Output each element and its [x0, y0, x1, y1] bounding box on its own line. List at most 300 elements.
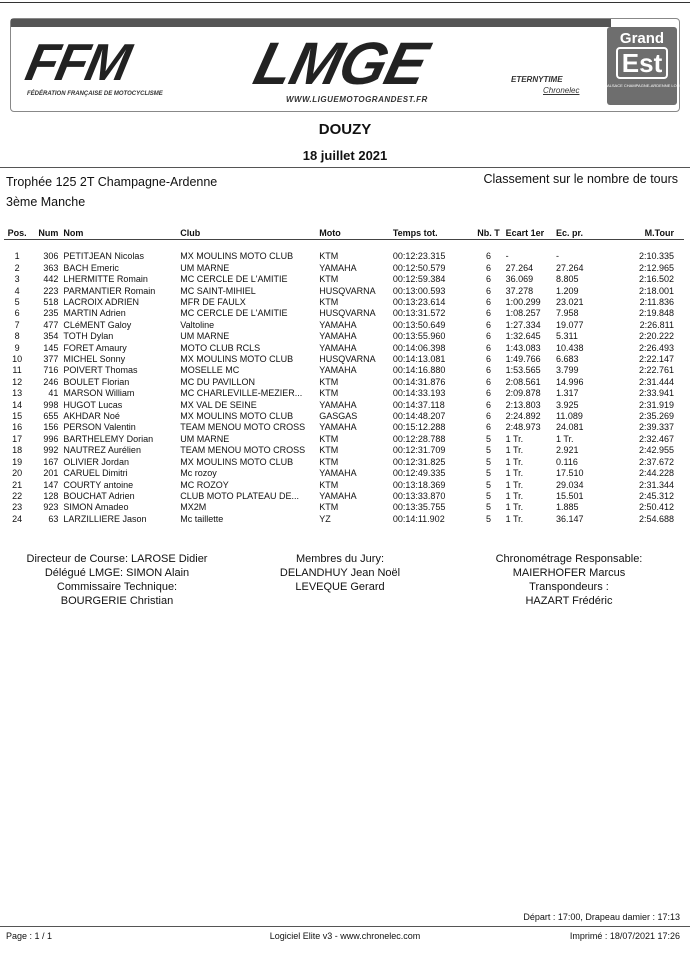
cell-num: 246: [43, 376, 59, 387]
cell-moto: YAMAHA: [319, 422, 357, 433]
table-row: [4, 365, 684, 376]
cell-moto: YAMAHA: [319, 331, 357, 342]
cell-pos: 20: [12, 468, 23, 479]
cell-nom: CARUEL Dimitri: [63, 468, 128, 479]
cell-club: MX MOULINS MOTO CLUB: [180, 411, 294, 422]
cell-ecpr: 3.799: [555, 365, 579, 376]
col-header-club: Club: [180, 226, 319, 240]
col-header-mtour: M.Tour: [611, 226, 684, 240]
cell-nom: LACROIX ADRIEN: [63, 297, 139, 308]
cell-club: MOSELLE MC: [180, 365, 240, 376]
cell-moto: YAMAHA: [319, 262, 357, 273]
cell-ecart: 2:48.973: [505, 422, 541, 433]
cell-ecpr: 3.925: [555, 399, 579, 410]
ffm-logo-text: FFM: [20, 34, 135, 92]
technical-commissioner: BOURGERIE Christian: [60, 595, 174, 607]
cell-ecart: 1:49.766: [505, 354, 541, 365]
cell-num: 992: [43, 445, 59, 456]
cell-club: Mc rozoy: [180, 468, 217, 479]
table-row: [4, 331, 684, 342]
cell-club: MOTO CLUB RCLS: [180, 342, 261, 353]
cell-nbt: 6: [485, 399, 491, 410]
cell-moto: KTM: [319, 297, 339, 308]
cell-num: 518: [43, 297, 59, 308]
cell-temps: 00:13:23.614: [392, 297, 446, 308]
grand-est-line2: Est: [616, 47, 668, 79]
top-rule: [0, 2, 690, 3]
cell-num: 996: [43, 433, 59, 444]
cell-nbt: 6: [485, 274, 491, 285]
col-header-ecart: Ecart 1er: [506, 226, 556, 240]
technical-commissioner-label: Commissaire Technique:: [56, 581, 178, 593]
cell-temps: 00:14:13.081: [392, 354, 446, 365]
cell-club: UM MARNE: [180, 331, 230, 342]
cell-ecart: 1 Tr.: [505, 502, 524, 513]
cell-temps: 00:14:33.193: [392, 388, 446, 399]
cell-ecart: 1:53.565: [505, 365, 541, 376]
cell-temps: 00:14:06.398: [392, 342, 446, 353]
cell-pos: 2: [14, 262, 20, 273]
cell-nom: MARTIN Adrien: [63, 308, 126, 319]
cell-ecpr: 36.147: [555, 513, 584, 524]
cell-nbt: 6: [485, 297, 491, 308]
cell-num: 477: [43, 319, 59, 330]
cell-ecart: 1:43.083: [505, 342, 541, 353]
cell-nbt: 6: [485, 285, 491, 296]
cell-ecpr: 19.077: [555, 319, 584, 330]
cell-nbt: 5: [485, 479, 491, 490]
cell-nbt: 6: [485, 365, 491, 376]
cell-club: MFR DE FAULX: [180, 297, 246, 308]
table-row: [4, 434, 684, 445]
cell-nbt: 6: [485, 388, 491, 399]
cell-pos: 23: [12, 502, 23, 513]
cell-ecart: 1:27.334: [505, 319, 541, 330]
cell-moto: KTM: [319, 456, 339, 467]
cell-num: 306: [43, 251, 59, 262]
cell-temps: 00:13:31.572: [392, 308, 446, 319]
cell-club: MX MOULINS MOTO CLUB: [180, 251, 294, 262]
table-spacer: [4, 240, 684, 252]
cell-temps: 00:12:49.335: [392, 468, 446, 479]
cell-ecpr: 17.510: [555, 468, 584, 479]
cell-num: 156: [43, 422, 59, 433]
footer-rule: [0, 926, 690, 927]
chronelec-logo: Chronelec: [543, 86, 580, 95]
cell-ecart: 2:08.561: [505, 376, 541, 387]
cell-ecpr: 15.501: [555, 490, 584, 501]
cell-club: Valtoline: [180, 319, 215, 330]
cell-ecpr: 1 Tr.: [555, 433, 574, 444]
cell-nom: HUGOT Lucas: [63, 399, 123, 410]
timing-manager-label: Chronométrage Responsable:: [495, 553, 643, 565]
cell-temps: 00:13:35.755: [392, 502, 446, 513]
cell-nom: POIVERT Thomas: [63, 365, 138, 376]
cell-club: MX MOULINS MOTO CLUB: [180, 354, 294, 365]
table-row: [4, 445, 684, 456]
officials-left: [22, 552, 212, 608]
cell-num: 377: [43, 354, 59, 365]
cell-mtour: 2:39.337: [638, 422, 674, 433]
cell-ecpr: 27.264: [555, 262, 584, 273]
cell-club: MC CERCLE DE L'AMITIE: [180, 308, 288, 319]
cell-ecart: -: [505, 251, 509, 262]
cell-ecpr: 1.885: [555, 502, 579, 513]
cell-mtour: 2:19.848: [638, 308, 674, 319]
cell-mtour: 2:31.444: [638, 376, 674, 387]
cell-ecpr: 14.996: [555, 376, 584, 387]
cell-num: 145: [43, 342, 59, 353]
table-row: [4, 388, 684, 399]
cell-club: TEAM MENOU MOTO CROSS: [180, 445, 306, 456]
cell-nbt: 6: [485, 342, 491, 353]
cell-num: 354: [43, 331, 59, 342]
cell-mtour: 2:16.502: [638, 274, 674, 285]
lmge-delegate: Délégué LMGE: SIMON Alain: [44, 567, 190, 579]
cell-nbt: 5: [485, 513, 491, 524]
cell-ecart: 37.278: [505, 285, 534, 296]
col-header-nbt: Nb. T: [471, 226, 505, 240]
cell-ecart: 1 Tr.: [505, 468, 524, 479]
lmge-url: WWW.LIGUEMOTOGRANDEST.FR: [286, 95, 428, 104]
cell-num: 41: [48, 388, 59, 399]
cell-moto: KTM: [319, 376, 339, 387]
cell-pos: 24: [12, 513, 23, 524]
table-row: [4, 400, 684, 411]
cell-mtour: 2:31.344: [638, 479, 674, 490]
cell-moto: HUSQVARNA: [319, 285, 376, 296]
cell-moto: YAMAHA: [319, 342, 357, 353]
col-header-temps: Temps tot.: [393, 226, 472, 240]
cell-temps: 00:15:12.288: [392, 422, 446, 433]
ranking-mode: Classement sur le nombre de tours: [483, 172, 678, 186]
cell-pos: 14: [12, 399, 23, 410]
cell-nom: MICHEL Sonny: [63, 354, 126, 365]
sponsor-logos: [511, 74, 611, 96]
software-credit: Logiciel Elite v3 - www.chronelec.com: [269, 931, 421, 941]
cell-num: 363: [43, 262, 59, 273]
cell-pos: 3: [14, 274, 20, 285]
cell-mtour: 2:44.228: [638, 468, 674, 479]
transponders: HAZART Frédéric: [525, 595, 613, 607]
cell-nbt: 5: [485, 433, 491, 444]
table-row: [4, 251, 684, 262]
cell-nbt: 5: [485, 456, 491, 467]
cell-nbt: 6: [485, 262, 491, 273]
table-header-row: [4, 226, 684, 240]
officials-middle: [255, 552, 425, 594]
cell-temps: 00:12:31.709: [392, 445, 446, 456]
cell-moto: YAMAHA: [319, 399, 357, 410]
cell-pos: 18: [12, 445, 23, 456]
cell-pos: 5: [14, 297, 20, 308]
cell-mtour: 2:26.811: [639, 319, 674, 330]
cell-club: MC CHARLEVILLE-MEZIER...: [180, 388, 303, 399]
lmge-logo-text: LMGE: [247, 30, 434, 97]
cell-moto: YAMAHA: [319, 490, 357, 501]
table-row: [4, 502, 684, 513]
cell-ecart: 1 Tr.: [505, 445, 524, 456]
cell-moto: KTM: [319, 251, 339, 262]
cell-temps: 00:13:33.870: [392, 490, 446, 501]
cell-ecpr: -: [555, 251, 559, 262]
cell-temps: 00:14:16.880: [392, 365, 446, 376]
cell-temps: 00:12:28.788: [392, 433, 446, 444]
cell-nom: COURTY antoine: [63, 479, 134, 490]
cell-nom: PARMANTIER Romain: [63, 285, 156, 296]
cell-nom: BOUCHAT Adrien: [63, 490, 135, 501]
table-row: [4, 422, 684, 433]
cell-mtour: 2:42.955: [638, 445, 674, 456]
cell-mtour: 2:10.335: [638, 251, 674, 262]
cell-num: 923: [43, 502, 59, 513]
cell-mtour: 2:22.761: [638, 365, 674, 376]
cell-nbt: 5: [485, 445, 491, 456]
cell-nom: BOULET Florian: [63, 376, 130, 387]
cell-mtour: 2:50.412: [638, 502, 674, 513]
table-row: [4, 263, 684, 274]
cell-ecpr: 6.683: [555, 354, 579, 365]
cell-club: MC ROZOY: [180, 479, 229, 490]
col-header-num: Num: [30, 226, 63, 240]
cell-ecpr: 24.081: [555, 422, 584, 433]
cell-pos: 17: [12, 433, 23, 444]
cell-num: 716: [43, 365, 59, 376]
jury-member-1: DELANDHUY Jean Noël: [279, 567, 401, 579]
results-table: [4, 226, 684, 525]
col-header-pos: Pos.: [4, 226, 30, 240]
cell-temps: 00:13:55.960: [392, 331, 446, 342]
cell-nom: LARZILLIERE Jason: [63, 513, 147, 524]
cell-nom: PETITJEAN Nicolas: [63, 251, 144, 262]
header-banner: [10, 18, 692, 112]
cell-nom: OLIVIER Jordan: [63, 456, 129, 467]
event-location: DOUZY: [318, 121, 372, 138]
table-row: [4, 343, 684, 354]
cell-mtour: 2:31.919: [638, 399, 674, 410]
cell-nom: LHERMITTE Romain: [63, 274, 148, 285]
cell-nbt: 5: [485, 468, 491, 479]
cell-ecpr: 2.921: [555, 445, 579, 456]
cell-ecart: 1 Tr.: [505, 456, 524, 467]
grand-est-logo: [607, 27, 692, 105]
cell-pos: 7: [14, 319, 20, 330]
lmge-logo: [226, 30, 476, 113]
cell-num: 201: [43, 468, 59, 479]
event-date: 18 juillet 2021: [302, 148, 388, 163]
cell-pos: 9: [14, 342, 20, 353]
cell-pos: 8: [14, 331, 20, 342]
cell-nom: BARTHELEMY Dorian: [63, 433, 154, 444]
table-row: [4, 286, 684, 297]
cell-ecart: 36.069: [505, 274, 534, 285]
cell-num: 167: [43, 456, 59, 467]
cell-temps: 00:13:00.593: [392, 285, 446, 296]
cell-ecart: 1 Tr.: [505, 513, 524, 524]
cell-pos: 12: [12, 376, 23, 387]
col-header-ecpr: Ec. pr.: [556, 226, 611, 240]
cell-club: MC SAINT-MIHIEL: [180, 285, 256, 296]
cell-nbt: 6: [485, 331, 491, 342]
cell-ecart: 1:32.645: [505, 331, 541, 342]
cell-nom: BACH Emeric: [63, 262, 119, 273]
table-row: [4, 491, 684, 502]
cell-ecart: 2:09.878: [505, 388, 541, 399]
cell-club: CLUB MOTO PLATEAU DE...: [180, 490, 299, 501]
cell-mtour: 2:26.493: [638, 342, 674, 353]
cell-mtour: 2:22.147: [638, 354, 674, 365]
cell-nbt: 6: [485, 354, 491, 365]
cell-temps: 00:12:50.579: [392, 262, 446, 273]
table-row: [4, 468, 684, 479]
cell-pos: 16: [12, 422, 23, 433]
cell-ecpr: 1.209: [555, 285, 579, 296]
cell-moto: YAMAHA: [319, 365, 357, 376]
cell-num: 998: [43, 399, 59, 410]
cell-num: 63: [48, 513, 59, 524]
cell-ecpr: 8.805: [555, 274, 579, 285]
cell-moto: KTM: [319, 388, 339, 399]
table-row: [4, 411, 684, 422]
cell-temps: 00:13:50.649: [392, 319, 446, 330]
col-header-nom: Nom: [63, 226, 180, 240]
cell-nbt: 6: [485, 376, 491, 387]
section-divider: [0, 167, 690, 168]
cell-ecpr: 5.311: [555, 331, 578, 342]
round-label: 3ème Manche: [6, 195, 86, 209]
table-row: [4, 457, 684, 468]
cell-moto: HUSQVARNA: [319, 354, 376, 365]
transponders-label: Transpondeurs :: [529, 581, 609, 593]
cell-temps: 00:14:48.207: [392, 411, 446, 422]
table-row: [4, 480, 684, 491]
cell-nom: SIMON Amadeo: [63, 502, 129, 513]
cell-nom: TOTH Dylan: [63, 331, 114, 342]
cell-ecpr: 11.089: [555, 411, 583, 422]
cell-pos: 22: [12, 490, 23, 501]
cell-moto: KTM: [319, 479, 339, 490]
banner-band: [11, 19, 611, 27]
cell-num: 442: [43, 274, 59, 285]
cell-ecpr: 7.958: [555, 308, 579, 319]
cell-moto: KTM: [319, 433, 339, 444]
cell-nbt: 5: [485, 490, 491, 501]
table-row: [4, 514, 684, 525]
cell-club: MX VAL DE SEINE: [180, 399, 257, 410]
cell-pos: 13: [12, 388, 23, 399]
cell-pos: 4: [14, 285, 20, 296]
cell-club: UM MARNE: [180, 262, 230, 273]
cell-ecpr: 0.116: [555, 456, 578, 467]
cell-mtour: 2:18.001: [638, 285, 674, 296]
cell-nom: NAUTREZ Aurélien: [63, 445, 141, 456]
cell-nbt: 6: [485, 251, 491, 262]
cell-moto: HUSQVARNA: [319, 308, 376, 319]
cell-nom: MARSON William: [63, 388, 135, 399]
cell-ecpr: 23.021: [555, 297, 584, 308]
cell-mtour: 2:33.941: [638, 388, 674, 399]
cell-ecpr: 10.438: [555, 342, 584, 353]
cell-moto: KTM: [319, 445, 339, 456]
race-director: Directeur de Course: LAROSE Didier: [26, 553, 208, 565]
cell-club: MC CERCLE DE L'AMITIE: [180, 274, 288, 285]
cell-ecpr: 1.317: [555, 388, 579, 399]
table-row: [4, 274, 684, 285]
cell-nbt: 5: [485, 502, 491, 513]
cell-num: 147: [43, 479, 59, 490]
cell-temps: 00:14:11.902: [392, 513, 445, 524]
cell-moto: YAMAHA: [319, 468, 357, 479]
officials-right: [474, 552, 664, 608]
cell-mtour: 2:35.269: [638, 411, 674, 422]
cell-club: MX2M: [180, 502, 207, 513]
table-row: [4, 354, 684, 365]
cell-pos: 1: [14, 251, 20, 262]
cell-nbt: 6: [485, 319, 491, 330]
cell-mtour: 2:20.222: [638, 331, 674, 342]
ffm-subtitle: FÉDÉRATION FRANÇAISE DE MOTOCYCLISME: [27, 91, 163, 97]
eternytime-logo: ETERNYTIME: [511, 75, 563, 84]
cell-nbt: 6: [485, 308, 491, 319]
cell-temps: 00:12:23.315: [392, 251, 446, 262]
timing-manager: MAIERHOFER Marcus: [512, 567, 626, 579]
cell-moto: YAMAHA: [319, 319, 357, 330]
cell-nom: AKHDAR Noé: [63, 411, 120, 422]
jury-label: Membres du Jury:: [295, 553, 385, 565]
cell-mtour: 2:54.688: [638, 513, 674, 524]
cell-mtour: 2:32.467: [638, 433, 674, 444]
cell-ecpr: 29.034: [555, 479, 584, 490]
cell-mtour: 2:12.965: [638, 262, 674, 273]
cell-ecart: 1 Tr.: [505, 490, 524, 501]
cell-moto: GASGAS: [319, 411, 358, 422]
cell-club: MC DU PAVILLON: [180, 376, 255, 387]
table-row: [4, 297, 684, 308]
cell-nbt: 6: [485, 422, 491, 433]
grand-est-line1: Grand: [619, 30, 665, 47]
cell-num: 128: [43, 490, 59, 501]
cell-temps: 00:12:31.825: [392, 456, 446, 467]
table-row: [4, 320, 684, 331]
printed-date: Imprimé : 18/07/2021 17:26: [569, 931, 680, 941]
cell-num: 235: [43, 308, 59, 319]
cell-moto: KTM: [319, 274, 339, 285]
table-row: [4, 308, 684, 319]
cell-temps: 00:13:18.369: [392, 479, 446, 490]
cell-nom: FORET Amaury: [63, 342, 127, 353]
cell-ecart: 27.264: [505, 262, 534, 273]
cell-pos: 21: [12, 479, 23, 490]
cell-pos: 11: [12, 365, 22, 376]
cell-temps: 00:14:31.876: [392, 376, 446, 387]
ffm-logo: [20, 34, 177, 99]
cell-moto: KTM: [319, 502, 339, 513]
start-info: Départ : 17:00, Drapeau damier : 17:13: [523, 912, 680, 922]
cell-moto: YZ: [319, 513, 331, 524]
cell-nom: CLéMENT Galoy: [63, 319, 132, 330]
cell-pos: 10: [12, 354, 23, 365]
cell-ecart: 2:24.892: [505, 411, 541, 422]
cell-ecart: 1:08.257: [505, 308, 541, 319]
cell-club: MX MOULINS MOTO CLUB: [180, 456, 294, 467]
grand-est-tagline: ALSACE CHAMPAGNE-ARDENNE LORRAINE: [607, 83, 692, 88]
jury-member-2: LEVEQUE Gerard: [295, 581, 385, 593]
cell-nom: PERSON Valentin: [63, 422, 136, 433]
cell-club: UM MARNE: [180, 433, 230, 444]
cell-club: TEAM MENOU MOTO CROSS: [180, 422, 306, 433]
cell-ecart: 1 Tr.: [505, 433, 524, 444]
cell-club: Mc taillette: [180, 513, 224, 524]
